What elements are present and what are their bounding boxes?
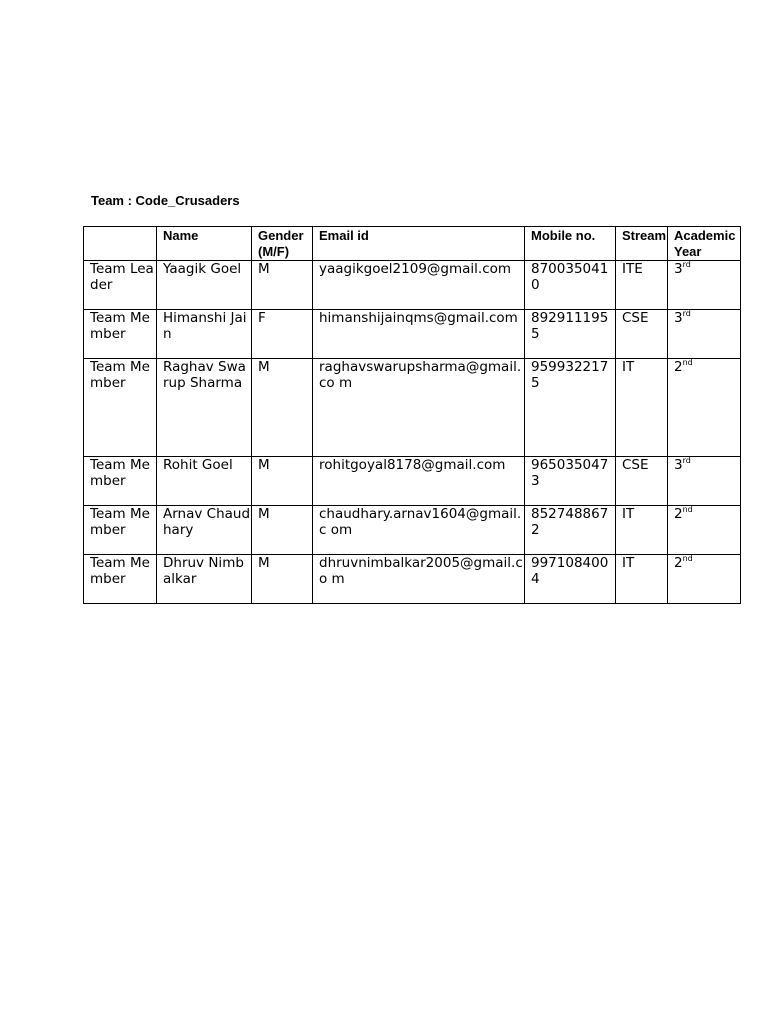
year-suffix: rd [682,456,691,465]
mobile-cell: 9599322175 [525,359,616,457]
header-gender: Gender (M/F) [252,227,313,261]
year-cell [668,310,741,359]
role-cell: Team Member [84,359,157,457]
stream-cell: IT [616,359,668,457]
email-cell: himanshijainqms@gmail.com [313,310,525,359]
table-row [84,457,741,506]
role-cell: Team Member [84,555,157,604]
gender-cell: M [252,457,313,506]
stream-cell: CSE [616,457,668,506]
stream-cell: ITE [616,261,668,310]
header-role [84,227,157,261]
stream-cell: IT [616,555,668,604]
year-number: 2 [674,555,683,571]
gender-cell: M [252,359,313,457]
name-cell: Himanshi Jain [157,310,252,359]
name-cell: Rohit Goel [157,457,252,506]
team-members-table [83,226,741,604]
header-year: Academic Year [668,227,741,261]
mobile-cell: 8929111955 [525,310,616,359]
mobile-cell: 8527488672 [525,506,616,555]
year-number: 2 [674,506,683,522]
year-suffix: nd [682,554,693,563]
role-cell: Team Leader [84,261,157,310]
year-number: 2 [674,359,683,375]
year-number: 3 [674,310,683,326]
mobile-cell: 9971084004 [525,555,616,604]
email-cell: chaudhary.arnav1604@gmail.c om [313,506,525,555]
role-cell: Team Member [84,506,157,555]
page-title: Team : Code_Crusaders [91,193,240,208]
email-cell: raghavswarupsharma@gmail.co m [313,359,525,457]
year-number: 3 [674,457,683,473]
year-cell [668,555,741,604]
stream-cell: CSE [616,310,668,359]
gender-cell: M [252,555,313,604]
header-stream: Stream [616,227,668,261]
year-number: 3 [674,261,683,277]
email-cell: yaagikgoel2109@gmail.com [313,261,525,310]
mobile-cell: 8700350410 [525,261,616,310]
table-row [84,359,741,457]
gender-cell: M [252,506,313,555]
year-cell [668,506,741,555]
year-cell [668,359,741,457]
table-row [84,555,741,604]
year-suffix: rd [682,309,691,318]
name-cell: Yaagik Goel [157,261,252,310]
year-cell [668,457,741,506]
email-cell: dhruvnimbalkar2005@gmail.co m [313,555,525,604]
email-cell: rohitgoyal8178@gmail.com [313,457,525,506]
gender-cell: F [252,310,313,359]
name-cell: Raghav Swarup Sharma [157,359,252,457]
header-email: Email id [313,227,525,261]
header-mobile: Mobile no. [525,227,616,261]
stream-cell: IT [616,506,668,555]
role-cell: Team Member [84,310,157,359]
role-cell: Team Member [84,457,157,506]
mobile-cell: 9650350473 [525,457,616,506]
name-cell: Dhruv Nimbalkar [157,555,252,604]
table-row [84,506,741,555]
table-row [84,310,741,359]
table-row [84,261,741,310]
year-suffix: nd [682,505,693,514]
year-suffix: nd [682,358,693,367]
header-name: Name [157,227,252,261]
year-cell [668,261,741,310]
name-cell: Arnav Chaudhary [157,506,252,555]
year-suffix: rd [682,260,691,269]
gender-cell: M [252,261,313,310]
table-header-row [84,227,741,261]
